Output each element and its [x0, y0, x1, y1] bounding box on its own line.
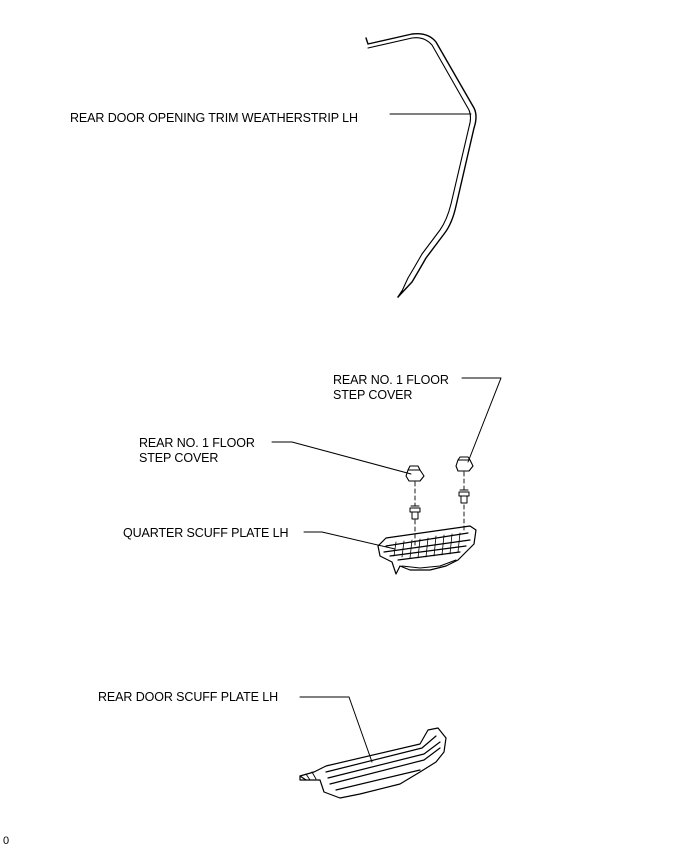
leader-step-cover-left — [272, 442, 411, 474]
label-step-cover-right-line1: REAR NO. 1 FLOOR — [333, 373, 449, 387]
leader-step-cover-right — [462, 378, 501, 462]
label-step-cover-left — [139, 436, 255, 466]
leader-rear-door-scuff — [300, 697, 372, 762]
figure-number: 0 — [3, 835, 10, 847]
step-cover-clip-right — [456, 457, 473, 471]
label-rear-door-scuff: REAR DOOR SCUFF PLATE LH — [98, 690, 279, 704]
label-quarter-scuff: QUARTER SCUFF PLATE LH — [123, 526, 289, 540]
label-step-cover-right — [333, 373, 449, 403]
label-step-cover-left-line2: STEP COVER — [139, 451, 219, 465]
label-step-cover-right-line2: STEP COVER — [333, 388, 413, 402]
fastener-clip-left — [410, 506, 420, 519]
quarter-scuff-plate-part — [378, 526, 476, 574]
leader-quarter-scuff — [304, 532, 395, 549]
label-step-cover-left-line1: REAR NO. 1 FLOOR — [139, 436, 255, 450]
label-weatherstrip: REAR DOOR OPENING TRIM WEATHERSTRIP LH — [70, 111, 358, 125]
rear-door-scuff-plate-part — [300, 728, 446, 798]
weatherstrip-part — [366, 34, 476, 297]
fastener-clip-right — [459, 490, 469, 503]
